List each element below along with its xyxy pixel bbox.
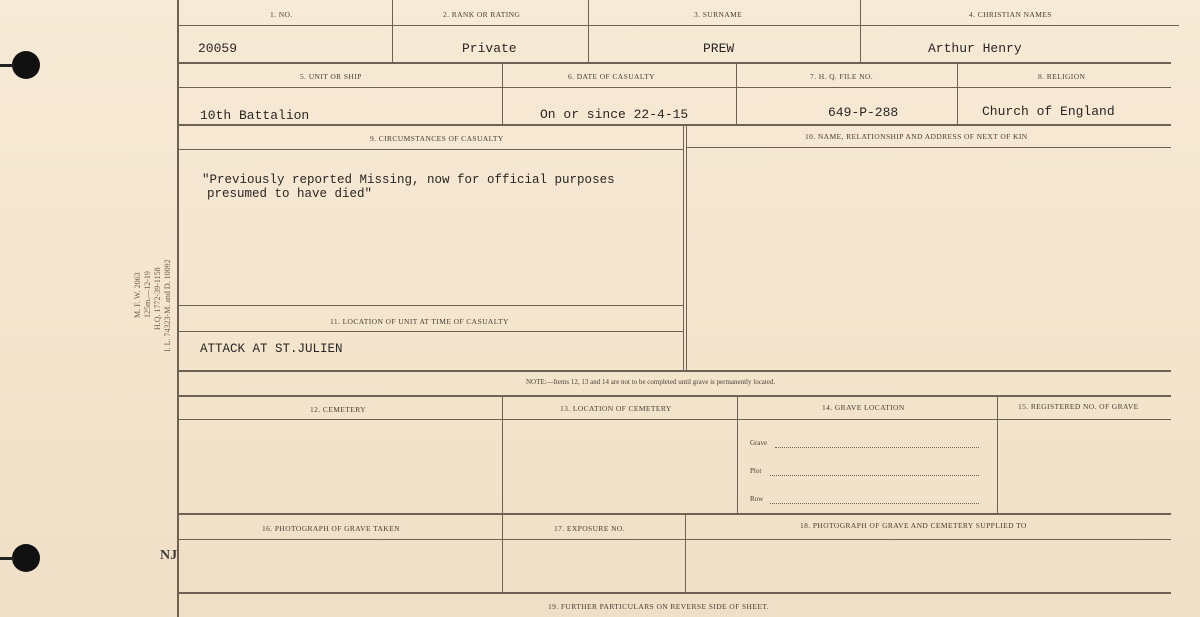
rule: [179, 124, 1171, 126]
rule: [737, 395, 738, 513]
rule: [179, 419, 1171, 420]
field-label-no: 1. NO.: [270, 10, 293, 19]
surname-value: PREW: [703, 41, 735, 56]
rule: [179, 592, 1171, 594]
rule: [683, 124, 684, 372]
plot-field-line: [770, 474, 979, 476]
field-label-photo-supplied: 18. PHOTOGRAPH OF GRAVE AND CEMETERY SUPPLIED TO: [800, 521, 1027, 530]
field-label-photo-taken: 16. PHOTOGRAPH OF GRAVE TAKEN: [262, 524, 400, 533]
unit-value: 10th Battalion: [200, 108, 310, 123]
grave-field-label: Grave: [750, 439, 768, 447]
field-label-location-of-cemetery: 13. LOCATION OF CEMETERY: [560, 404, 672, 413]
rule: [179, 149, 683, 150]
rule: [179, 331, 683, 332]
service-number: 20059: [198, 41, 238, 56]
rule: [179, 539, 1171, 540]
field-label-circumstances: 9. CIRCUMSTANCES OF CASUALTY: [370, 134, 504, 143]
rule: [736, 62, 737, 124]
rule: [179, 25, 1179, 26]
punch-hole-top: [12, 51, 40, 79]
grave-field-line: [775, 446, 979, 448]
row-field-line: [770, 502, 979, 504]
punch-hole-top-stem: [0, 64, 14, 67]
field-label-exposure-no: 17. EXPOSURE NO.: [554, 524, 625, 533]
form-print-line-3: H.Q. 1772-39-1158: [153, 267, 162, 330]
row-field-label: Row: [750, 495, 764, 503]
margin-mark: NJ: [160, 548, 178, 563]
rule: [179, 395, 1171, 397]
field-label-cemetery: 12. CEMETERY: [310, 405, 367, 414]
field-label-christian-names: 4. CHRISTIAN NAMES: [969, 10, 1052, 19]
rank-value: Private: [462, 41, 517, 56]
circumstances-line-2: presumed to have died": [207, 187, 373, 201]
field-label-date: 6. DATE OF CASUALTY: [568, 72, 655, 81]
rule: [179, 370, 1171, 372]
rule: [686, 124, 687, 372]
field-label-hq-file: 7. H. Q. FILE NO.: [810, 72, 874, 81]
punch-hole-bottom: [12, 544, 40, 572]
field-label-grave-location: 14. GRAVE LOCATION: [822, 403, 905, 412]
punch-hole-bottom-stem: [0, 557, 14, 560]
field-label-rank: 2. RANK OR RATING: [443, 10, 521, 19]
note-text: NOTE:—Items 12, 13 and 14 are not to be completed until grave is permanently located.: [526, 378, 776, 386]
location-of-unit-value: ATTACK AT ST.JULIEN: [200, 342, 343, 356]
religion-value: Church of England: [982, 104, 1115, 119]
circumstances-line-1: "Previously reported Missing, now for official purposes: [202, 173, 615, 187]
rule: [502, 395, 503, 513]
field-label-location-of-unit: 11. LOCATION OF UNIT AT TIME OF CASUALTY: [330, 317, 509, 326]
form-print-line-4: I. L. 74323-M. and D. 10092: [163, 259, 172, 352]
rule: [179, 305, 683, 306]
field-label-further-particulars: 19. FURTHER PARTICULARS ON REVERSE SIDE OF SHEET.: [548, 602, 770, 611]
form-print-line-2: 125m.—12-19: [143, 271, 152, 318]
field-label-surname: 3. SURNAME: [694, 10, 743, 19]
rule: [997, 395, 998, 513]
field-label-unit: 5. UNIT OR SHIP: [300, 72, 362, 81]
field-label-registered-no: 15. REGISTERED NO. OF GRAVE: [1018, 402, 1139, 411]
christian-names-value: Arthur Henry: [928, 41, 1022, 56]
plot-field-label: Plot: [750, 467, 762, 475]
hq-file-value: 649-P-288: [828, 105, 899, 120]
rule: [588, 0, 589, 62]
field-label-next-of-kin: 10. NAME, RELATIONSHIP AND ADDRESS OF NEXT OF KIN: [805, 132, 1028, 141]
rule: [685, 513, 686, 593]
rule: [502, 513, 503, 593]
form-print-line-1: M. F. W. 2063: [133, 272, 142, 318]
rule: [860, 0, 861, 62]
rule: [179, 87, 1171, 88]
rule: [502, 62, 503, 124]
left-margin-rule: [177, 0, 179, 617]
rule: [957, 62, 958, 124]
rule: [179, 62, 1171, 64]
rule: [179, 513, 1171, 515]
date-of-casualty-value: On or since 22-4-15: [540, 107, 689, 122]
rule: [686, 147, 1171, 148]
field-label-religion: 8. RELIGION: [1038, 72, 1086, 81]
rule: [392, 0, 393, 62]
